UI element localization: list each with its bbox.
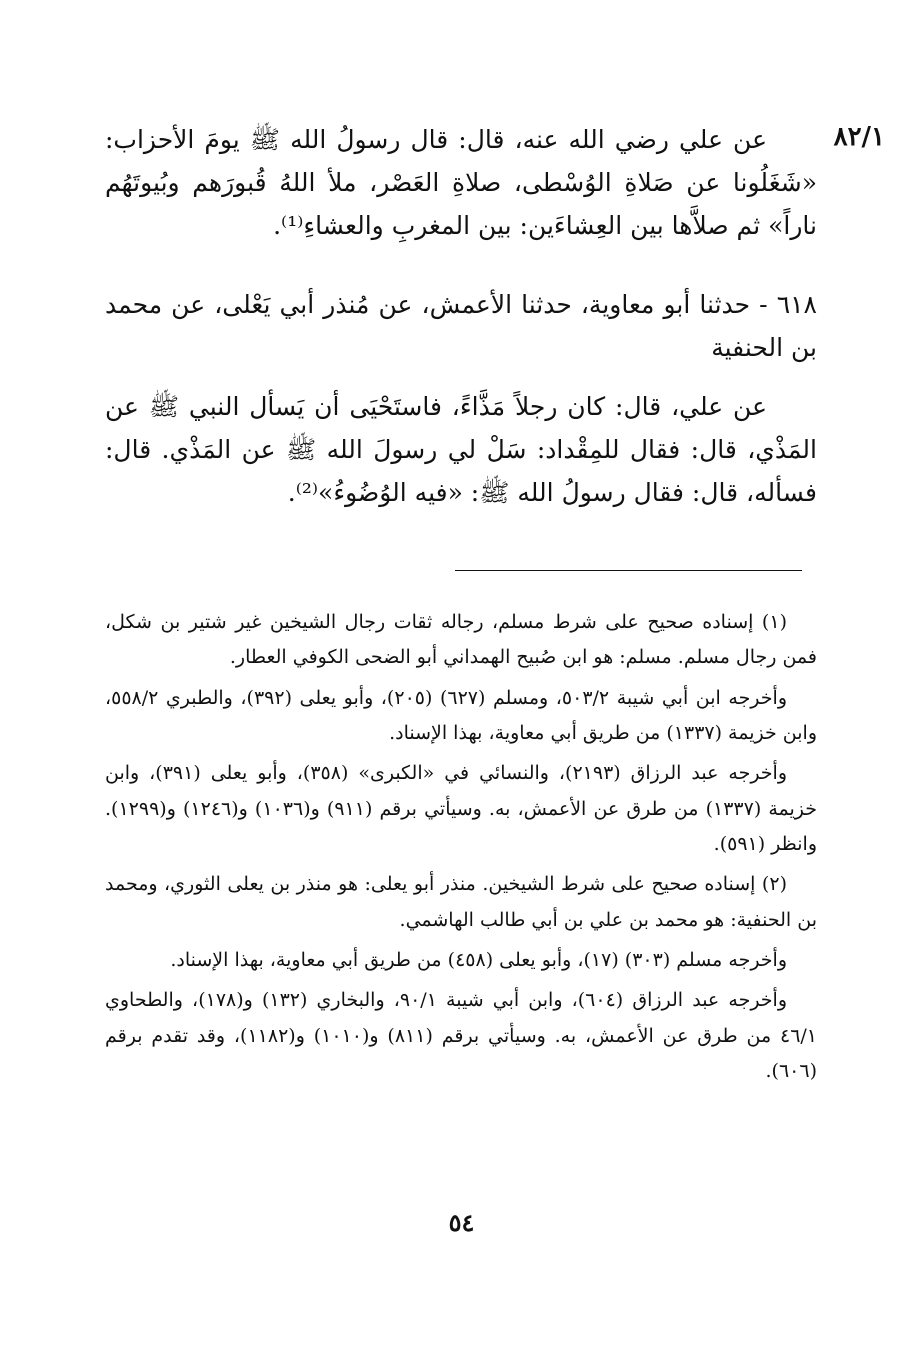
footnote-paragraph: وأخرجه عبد الرزاق (٢١٩٣)، والنسائي في «الكبرى» (٣٥٨)، وأبو يعلى (٣٩١)، وابن خزيمة (١٣٣٧) من طرق عن الأعمش، به. وسيأتي برقم (٩١١) و(١٠٣٦) و(١٢٤٦) و(١٢٩٩). وانظر (٥٩١). (105, 762, 818, 855)
hadith-618-isnad-text: ٦١٨ - حدثنا أبو معاوية، حدثنا الأعمش، عن مُنذر أبي يَعْلى، عن محمد بن الحنفية (105, 290, 817, 362)
hadith-618-matn (105, 385, 817, 514)
footnote-paragraph: (١) إسناده صحيح على شرط مسلم، رجاله ثقات رجال الشيخين غير شتير بن شكل، فمن رجال مسلم. مسلم: هو ابن صُبيح الهمداني أبو الضحى الكوفي العطار. (105, 611, 817, 669)
margin-reference: ٨٢/١ (833, 122, 885, 152)
footnotes (105, 605, 817, 1094)
hadith-618-matn-text: عن علي، قال: كان رجلاً مَذَّاءً، فاستَحْيَى أن يَسأل النبي ﷺ عن المَذْي، قال: فقال للمِقْداد: سَلْ لي رسولَ الله ﷺ عن المَذْي. قال: فسأله، قال: فقال رسولُ الله ﷺ: «فيه الوُضُوءُ»⁽²⁾. (105, 392, 817, 507)
footnote-paragraph: (٢) إسناده صحيح على شرط الشيخين. منذر أبو يعلى: هو منذر بن يعلى الثوري، ومحمد بن الحنفية: هو محمد بن علي بن أبي طالب الهاشمي. (105, 873, 817, 931)
footnote-paragraph: وأخرجه مسلم (٣٠٣) (١٧)، وأبو يعلى (٤٥٨) من طريق أبي معاوية، بهذا الإسناد. (170, 948, 787, 971)
hadith-617-text: عن علي رضي الله عنه، قال: قال رسولُ الله ﷺ يومَ الأحزاب: «شَغَلُونا عن صَلاةِ الوُسْطى، صلاةِ العَصْر، ملأ اللهُ قُبورَهم وبُيوتَهُم ناراً» ثم صلاَّها بين العِشاءَين: بين المغربِ والعشاءِ⁽¹⁾. (105, 125, 817, 240)
footnote-separator (455, 570, 802, 571)
footnote-paragraph: وأخرجه ابن أبي شيبة ٥٠٣/٢، ومسلم (٦٢٧) (٢٠٥)، وأبو يعلى (٣٩٢)، والطبري ٥٥٨/٢، وابن خزيمة (١٣٣٧) من طريق أبي معاوية، بهذا الإسناد. (105, 686, 817, 744)
page-number: ٥٤ (448, 1208, 475, 1237)
hadith-617 (105, 118, 817, 247)
footnote-paragraph: وأخرجه عبد الرزاق (٦٠٤)، وابن أبي شيبة ٩٠/١، والبخاري (١٣٢) و(١٧٨)، والطحاوي ٤٦/١ من طرق عن الأعمش، به. وسيأتي برقم (٨١١) و(١٠١٠) و(١١٨٢)، وقد تقدم برقم (٦٠٦). (105, 989, 818, 1082)
hadith-618-isnad (105, 283, 817, 369)
